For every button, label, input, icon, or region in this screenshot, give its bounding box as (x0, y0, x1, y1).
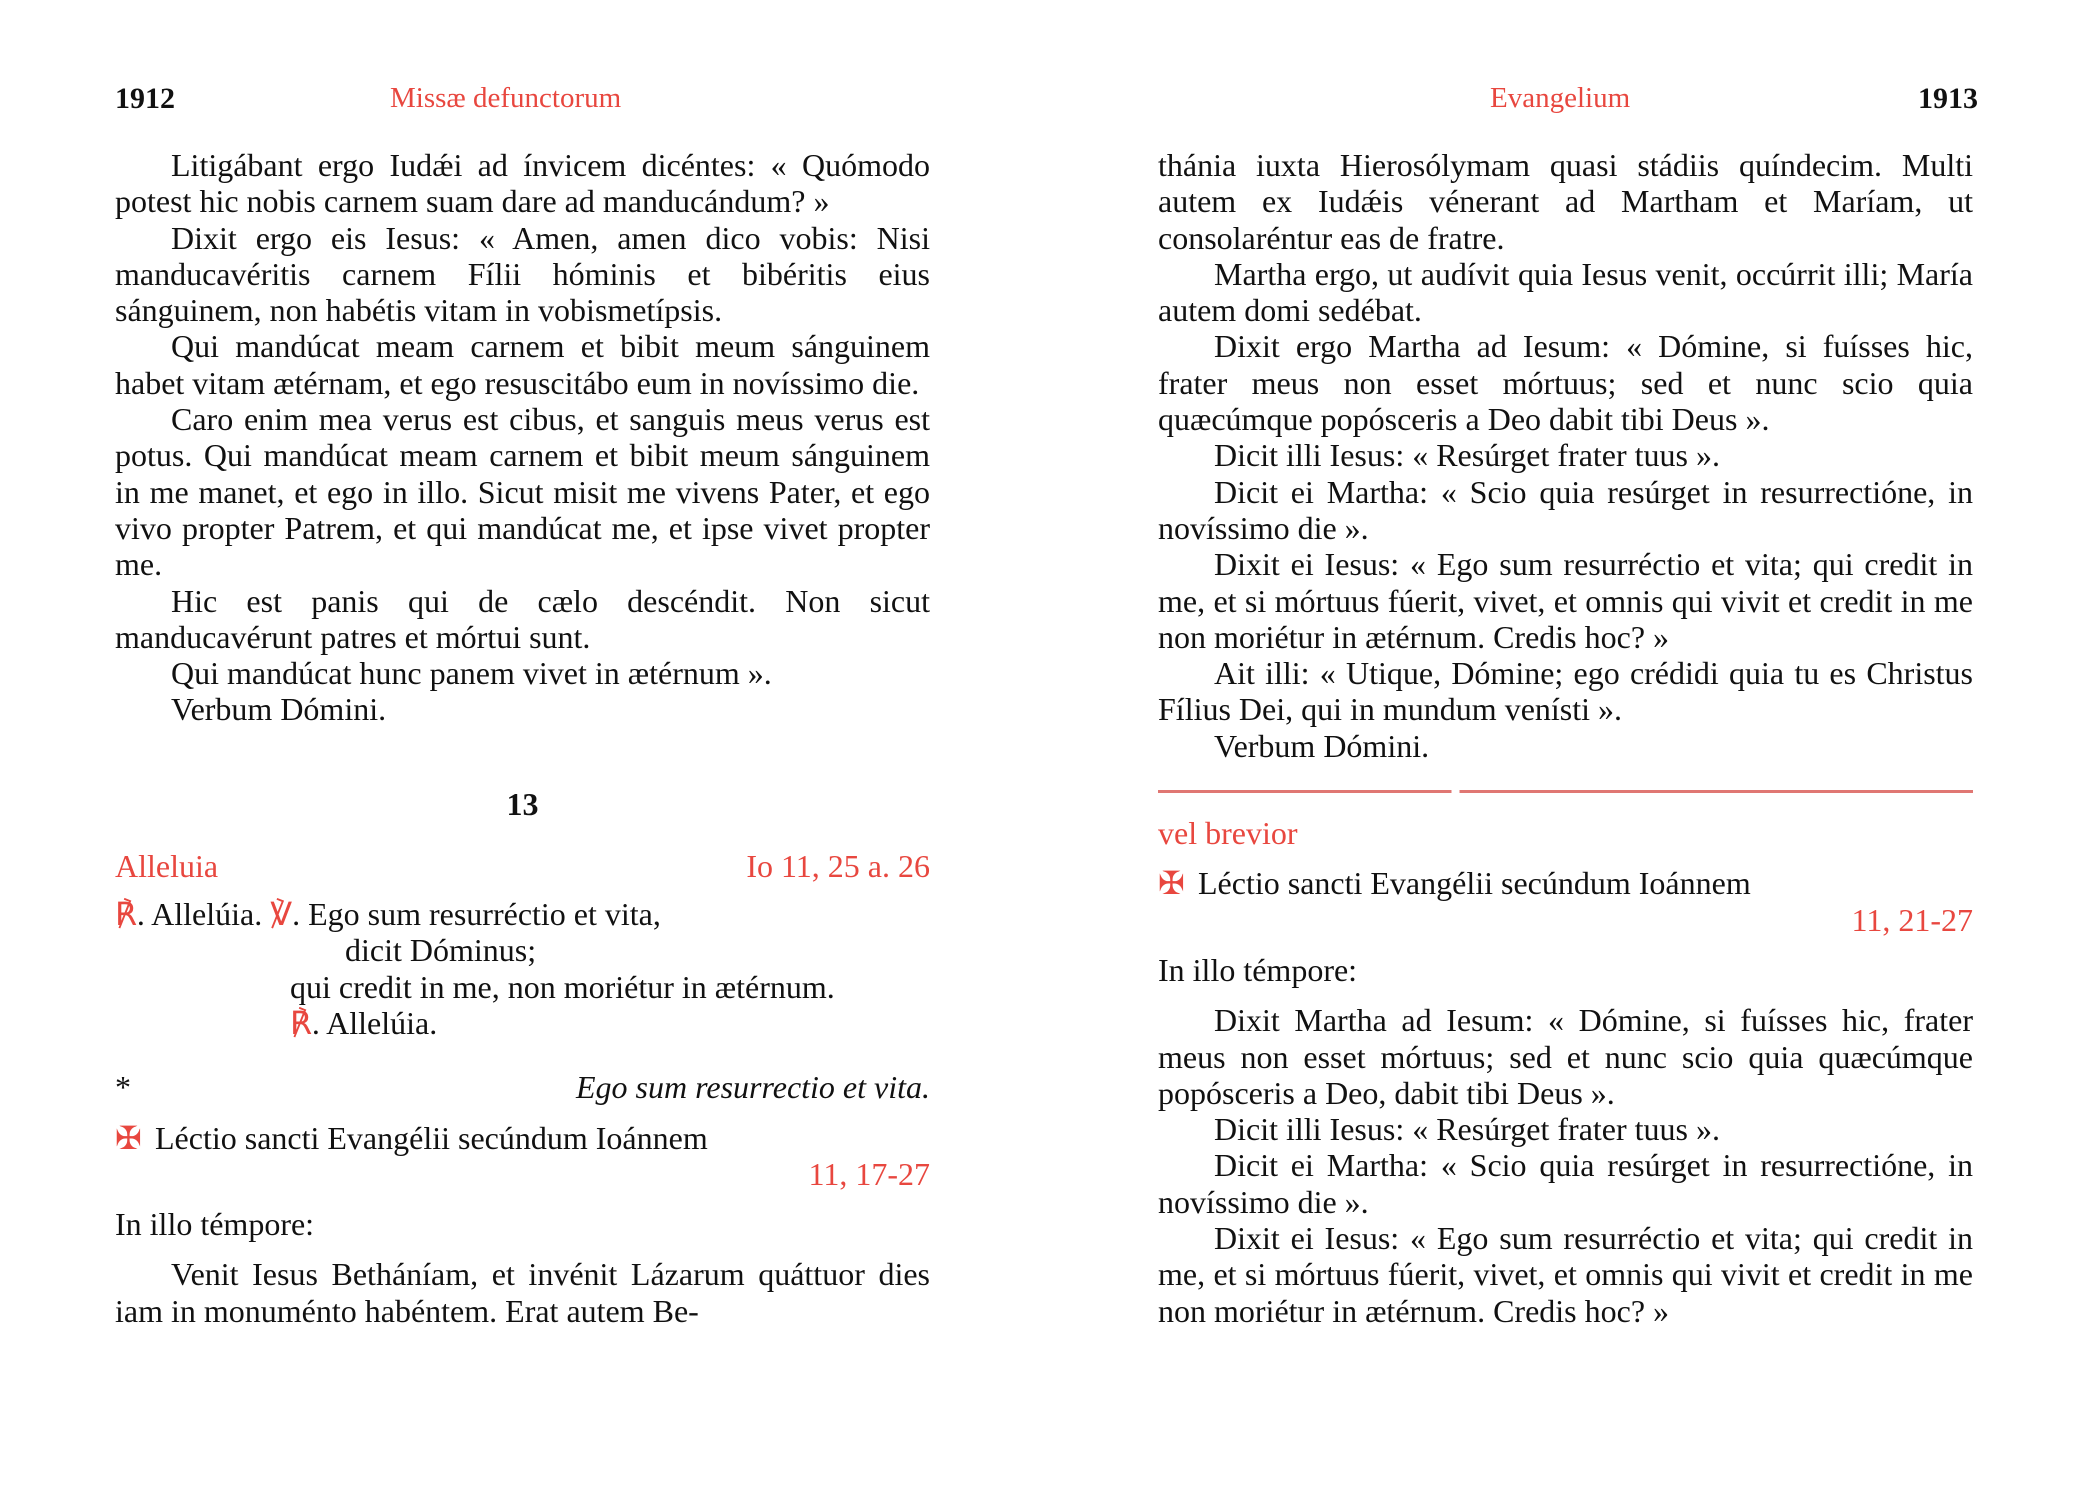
paragraph: thánia iuxta Hierosólymam quasi stádiis quíndecim. Multi autem ex Iudǽis vénerant ad Martham et Maríam, ut consolaréntur eas de fratre. (1158, 147, 1973, 256)
cross-icon: ✠ (115, 1119, 142, 1156)
alternate-verse (115, 1069, 930, 1105)
verbum-domini: Verbum Dómini. (1214, 727, 1430, 764)
divider (1158, 790, 1973, 793)
gospel-title (115, 1120, 930, 1156)
right-page-header (1158, 78, 1978, 126)
alleluia-heading (115, 848, 930, 884)
right-page-body (1158, 147, 1973, 1329)
page-number: 1912 (115, 82, 175, 115)
response-text: . Allelúia. (311, 1004, 438, 1041)
paragraph: Dixit ergo eis Iesus: « Amen, amen dico vobis: Nisi manducavéritis carnem Fílii hóminis et bibéritis eius sánguinem, non habétis vitam in vobismetípsis. (115, 219, 930, 329)
verbum-domini: Verbum Dómini. (171, 691, 387, 728)
gospel-intro: In illo témpore: (115, 1206, 315, 1243)
versicle-line: qui credit in me, non moriétur in ætérnum. (290, 968, 835, 1005)
section-number: 13 (506, 785, 539, 822)
versicle-text: . Ego sum resurréctio et vita, (292, 896, 661, 933)
paragraph: Hic est panis qui de cælo descéndit. Non sicut manducavérunt patres et mórtui sunt. (115, 582, 930, 655)
vel-brevior-label: vel brevior (1158, 815, 1298, 852)
alleluia-reference: Io 11, 25 a. 26 (746, 847, 930, 884)
alleluia-label: Alleluia (115, 847, 219, 884)
paragraph: Qui mandúcat meam carnem et bibit meum sánguinem habet vitam ætérnam, et ego resuscitábo eum in novíssimo die. (115, 328, 930, 401)
alleluia-verse (115, 896, 930, 1041)
paragraph: Dixit ei Iesus: « Ego sum resurréctio et vita; qui credit in me, et si mórtuus fúerit, vivet, et omnis qui vivit et credit in me non moriétur in ætérnum. Credis hoc? » (1158, 546, 1973, 655)
paragraph: Dixit ergo Martha ad Iesum: « Dómine, si fuísses hic, frater meus non esset mórtuus; sed et nunc scio quia quæcúmque popósceris a Deo dabit tibi Deus ». (1158, 328, 1973, 438)
paragraph: Ait illi: « Utique, Dómine; ego crédidi quia tu es Christus Fílius Dei, qui in mundum venísti ». (1158, 655, 1973, 728)
gospel-title-text: Léctio sancti Evangélii secúndum Ioánnem (155, 1119, 708, 1156)
paragraph: Dicit illi Iesus: « Resúrget frater tuus ». (1214, 437, 1720, 474)
gospel-reference: 11, 17-27 (808, 1155, 930, 1192)
gospel-reference: 11, 21-27 (1851, 901, 1973, 938)
paragraph: Litigábant ergo Iudǽi ad ínvicem dicéntes: « Quómodo potest hic nobis carnem suam dare ad manducándum? » (115, 147, 930, 220)
cross-icon: ✠ (1158, 865, 1185, 902)
left-page-header (115, 78, 935, 126)
paragraph: Dicit ei Martha: « Scio quia resúrget in resurrectióne, in novíssimo die ». (1158, 1147, 1973, 1220)
running-title: Evangelium (1490, 82, 1631, 114)
gospel-intro: In illo témpore: (1158, 951, 1358, 988)
gospel-title (1158, 865, 1973, 901)
asterisk: * (115, 1069, 131, 1106)
paragraph: Dicit ei Martha: « Scio quia resúrget in resurrectióne, in novíssimo die ». (1158, 473, 1973, 546)
alternate-verse-text: Ego sum resurrectio et vita. (575, 1069, 930, 1106)
paragraph: Dixit ei Iesus: « Ego sum resurréctio et vita; qui credit in me, et si mórtuus fúerit, vivet, et omnis qui vivit et credit in me non moriétur in ætérnum. Credis hoc? » (1158, 1220, 1973, 1329)
running-title: Missæ defunctorum (390, 82, 622, 114)
left-page-body (115, 147, 930, 1329)
gospel-title-text: Léctio sancti Evangélii secúndum Ioánnem (1198, 865, 1751, 902)
page-number: 1913 (1918, 82, 1978, 115)
paragraph: Martha ergo, ut audívit quia Iesus venit, occúrrit illi; María autem domi sedébat. (1158, 255, 1973, 329)
paragraph: Qui mandúcat hunc panem vivet in ætérnum ». (171, 655, 772, 692)
paragraph: Caro enim mea verus est cibus, et sanguis meus verus est potus. Qui mandúcat meam carnem et bibit meum sánguinem in me manet, et ego in illo. Sicut misit me vivens Pater, et ego vivo propter Patrem, et qui mandúcat me, et ipse vivet propter me. (115, 401, 930, 583)
left-page (115, 0, 935, 1500)
paragraph: Dixit Martha ad Iesum: « Dómine, si fuísses hic, frater meus non esset mórtuus; sed et nunc scio quia quæcúmque popósceris a Deo, dabit tibi Deus ». (1158, 1002, 1973, 1111)
response-text: . Allelúia. (136, 896, 263, 933)
versicle-symbol: ℣ (270, 896, 293, 933)
response-symbol: ℟ (290, 1004, 312, 1041)
paragraph: Venit Iesus Betháníam, et invénit Lázarum quáttuor dies iam in monuménto habéntem. Erat autem Be- (115, 1256, 930, 1329)
response-symbol: ℟ (115, 896, 137, 933)
versicle-line: dicit Dóminus; (345, 932, 537, 969)
right-page (1158, 0, 1978, 1500)
paragraph: Dicit illi Iesus: « Resúrget frater tuus ». (1214, 1111, 1720, 1148)
